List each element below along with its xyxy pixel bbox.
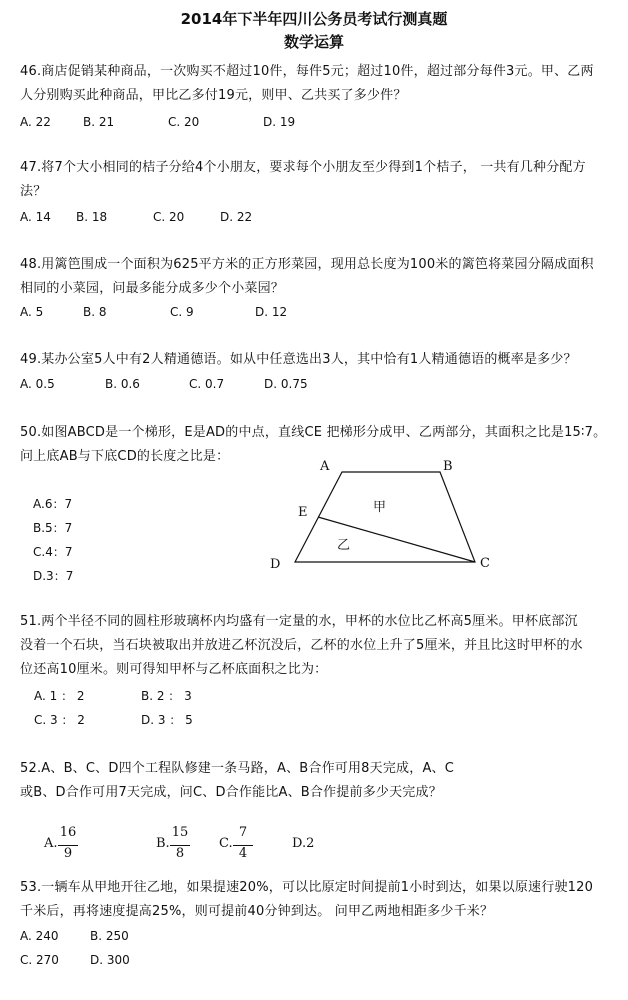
label-part-1: 甲 — [373, 500, 387, 515]
question-text-line: 53.一辆车从甲地开往乙地，如果提速20%，可以比原定时间提前1小时到达，如果以原速行驶120 — [20, 880, 594, 895]
option-b: B.5：7 — [33, 521, 73, 535]
question-52 — [20, 757, 620, 805]
option-c: C.4：7 — [33, 545, 73, 559]
option-a: A. 22 — [20, 115, 51, 129]
option-d: D. 300 — [90, 953, 130, 967]
option-a: A. 240 — [20, 929, 59, 943]
option-label: D.2 — [292, 836, 315, 851]
label-part-2: 乙 — [337, 538, 351, 553]
fraction-numerator: 16 — [59, 825, 77, 840]
label-e: E — [298, 505, 308, 520]
label-c: C — [480, 556, 490, 571]
option-b: B. 250 — [90, 929, 129, 943]
option-c: C. 0.7 — [189, 377, 225, 391]
question-text-line: 位还高10厘米。则可得知甲杯与乙杯底面积之比为： — [20, 662, 328, 677]
question-text-line: 或B、D合作可用7天完成，问C、D合作能比A、B合作提前多少天完成？ — [20, 785, 442, 800]
label-d: D — [270, 557, 281, 572]
question-46 — [20, 60, 620, 108]
option-d: D. 0.75 — [264, 377, 308, 391]
question-text-line: 相同的小菜园，问最多能分成多少个小菜园？ — [20, 281, 285, 296]
option-b: B. 2 ： 3 — [141, 689, 192, 703]
question-text-line: 没着一个石块，当石块被取出并放进乙杯沉没后，乙杯的水位上升了5厘米，并且比这时甲杯的水 — [20, 638, 583, 653]
question-text-line: 46.商店促销某种商品，一次购买不超过10件，每件5元；超过10件，超过部分每件3元。甲、乙两 — [20, 64, 594, 79]
question-text-line: 法？ — [20, 184, 47, 199]
page-subtitle: 数学运算 — [283, 33, 344, 51]
question-text-line: 人分别购买此种商品，甲比乙多付19元，则甲、乙共买了多少件？ — [20, 88, 407, 103]
question-47 — [20, 156, 620, 204]
option-d: D. 12 — [255, 305, 288, 319]
question-49 — [20, 348, 620, 372]
option-c: C. 3 ： 2 — [34, 713, 85, 727]
question-text-line: 47.将7个大小相同的桔子分给4个小朋友，要求每个小朋友至少得到1个桔子， 一共有几种分配方 — [20, 160, 586, 175]
option-d: D. 22 — [220, 210, 253, 224]
label-a: A — [320, 459, 330, 474]
trapezoid-outline — [295, 472, 475, 562]
option-b: B. 18 — [76, 210, 108, 224]
option-b: B. 0.6 — [105, 377, 140, 391]
question-text-line: 千米后，再将速度提高25%，则可提前40分钟到达。 问甲乙两地相距多少千米？ — [20, 904, 494, 919]
fraction-numerator: 15 — [171, 825, 189, 840]
question-text-line: 48.用篱笆围成一个面积为625平方米的正方形菜园，现用总长度为100米的篱笆将菜园分隔成面积 — [20, 257, 594, 272]
option-b: B. 8 — [83, 305, 107, 319]
question-text-line: 问上底AB与下底CD的长度之比是： — [20, 449, 230, 464]
option-a: A. 1 ： 2 — [34, 689, 85, 703]
option-c: C. 20 — [168, 115, 200, 129]
option-d: D. 19 — [263, 115, 296, 129]
question-51 — [20, 610, 620, 682]
option-c: C. 9 — [170, 305, 194, 319]
option-a: A.6：7 — [33, 497, 73, 511]
option-label: B. — [156, 836, 170, 851]
option-c: C. 20 — [153, 210, 185, 224]
option-b: B. 21 — [83, 115, 115, 129]
fraction-numerator: 7 — [238, 825, 248, 840]
option-a: A. 0.5 — [20, 377, 55, 391]
label-b: B — [443, 459, 453, 474]
question-48 — [20, 253, 620, 301]
question-53 — [20, 876, 620, 924]
option-d: D. 3 ： 5 — [141, 713, 193, 727]
question-text-line: 51.两个半径不同的圆柱形玻璃杯内均盛有一定量的水，甲杯的水位比乙杯高5厘米。甲杯底部沉 — [20, 614, 578, 629]
option-label: C. — [219, 836, 233, 851]
question-text-line: 50.如图ABCD是一个梯形，E是AD的中点，直线CE 把梯形分成甲、乙两部分，其面积之比是15∶7。 — [20, 425, 607, 440]
fraction-denominator: 9 — [63, 846, 73, 861]
question-text-line: 49.某办公室5人中有2人精通德语。如从中任意选出3人，其中恰有1人精通德语的概率是多少？ — [20, 352, 577, 367]
trapezoid-figure — [260, 455, 500, 580]
option-a: A. 5 — [20, 305, 44, 319]
option-label: A. — [44, 836, 58, 851]
page-title: 2014年下半年四川公务员考试行测真题 — [180, 10, 448, 28]
fraction-denominator: 4 — [238, 846, 248, 861]
question-text-line: 52.A、B、C、D四个工程队修建一条马路，A、B合作可用8天完成，A、C — [20, 761, 455, 776]
fraction-denominator: 8 — [175, 846, 185, 861]
option-d: D.3：7 — [33, 569, 74, 583]
option-c: C. 270 — [20, 953, 59, 967]
option-a: A. 14 — [20, 210, 51, 224]
